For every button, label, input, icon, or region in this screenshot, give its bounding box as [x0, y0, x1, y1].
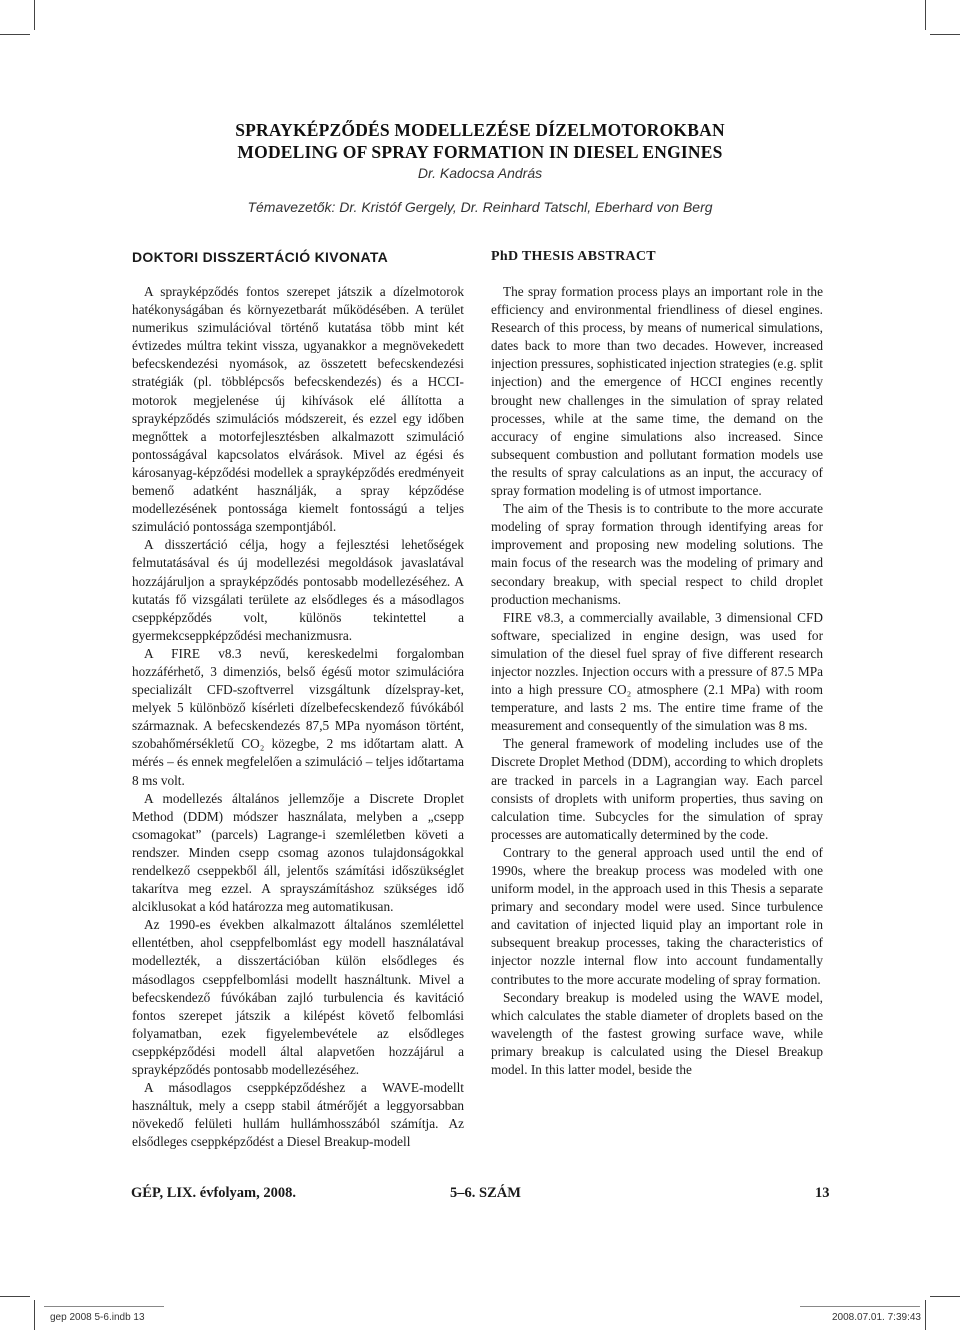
slug-timestamp: 2008.07.01. 7:39:43	[832, 1312, 921, 1323]
author: Dr. Kadocsa András	[417, 165, 543, 181]
crop-mark-bottom-right-h	[930, 1296, 960, 1297]
left-paragraph: A másodlagos cseppképződéshez a WAVE-modellt használtuk, mely a csepp stabil átmérőjét a leggyorsabban növekedő felületi hullám hullámhosszából számítja. Az elsődleges cseppképződést a Diesel Breakup-modell	[132, 1080, 464, 1150]
crop-mark-top-right-h	[930, 34, 960, 35]
right-paragraph: Contrary to the general approach used until the end of 1990s, where the breakup process was modeled with one uniform model, in the approach used in this Thesis a separate primary and secondary model were used. Since turbulence and cavitation of injected liquid play an important role in subsequent breakup processes, taking the characteristics of injector nozzle internal flow into account fundamentally contributes to the more accurate modeling of spray formation.	[491, 844, 823, 987]
right-paragraph: The spray formation process plays an important role in the efficiency and environmental friendliness of diesel engines. Research of this process, by means of numerical simulations, dates back to more than two decades. However, increased injection pressures, sophisticated injection strategies (e.g. split injection) and the emergence of HCCI engines recently brought new challenges in the simulation of spray related processes, while at the same time, the demand on the accuracy of engine simulations also increased. Since subsequent combustion and pollutant formation models use the results of spray calculations as an input, the accuracy of spray formation modeling is of utmost importance.	[491, 284, 823, 499]
right-column	[491, 248, 823, 1079]
right-paragraph: Secondary breakup is modeled using the WAVE model, which calculates the stable diameter of droplets based on the wavelength of the fastest growing surface wave, while primary breakup is calculated using the Diesel Breakup model. In this latter model, beside the	[491, 989, 823, 1078]
crop-mark-top-left-h	[0, 34, 30, 35]
slug-file-name: gep 2008 5-6.indb 13	[50, 1312, 145, 1323]
right-column-heading: PhD THESIS ABSTRACT	[491, 249, 656, 264]
right-paragraph: The aim of the Thesis is to contribute to the more accurate modeling of spray formation through identifying areas for improvement and proposing new modeling solutions. The main focus of the research was the modeling of primary and secondary breakup, with special respect to child droplet production mechanisms.	[491, 501, 823, 607]
advisors: Témavezetők: Dr. Kristóf Gergely, Dr. Reinhard Tatschl, Eberhard von Berg	[247, 199, 713, 215]
left-paragraph: A FIRE v8.3 nevű, kereskedelmi forgalomban hozzáférhető, 3 dimenziós, belső égésű motor szimulációra specializált CFD-szoftverrel vizsgáltunk dízelspray-ket, melyek 5 különböző kísérleti dízelbefecskendező fúvókából származnak. A befecskendezés 87,5 MPa nyomáson történt, szobahőmérsékletű CO₂ közegbe, 2 ms időtartam alatt. A mérés – és ennek megfelelően a szimuláció – teljes időtartama 8 ms volt.	[132, 645, 464, 788]
right-paragraph: FIRE v8.3, a commercially available, 3 dimensional CFD software, specialized in engine design, was used for simulation of the diesel fuel spray of five different research injector nozzles. Injection occurs with a pressure of 87.5 MPa into a high pressure CO₂ atmosphere (2.1 MPa) with room temperature, and lasts 2 ms. The entire time frame of the measurement and consequently of the simulation was 8 ms.	[491, 609, 823, 734]
title-hungarian: SPRAYKÉPZŐDÉS MODELLEZÉSE DÍZELMOTOROKBAN	[235, 120, 725, 140]
left-paragraph: A modellezés általános jellemzője a Discrete Droplet Method (DDM) módszer használata, melyben a „csepp csomagokat” (parcels) Lagrange-i szemléletben követi a rendszer. Minden csepp csomag azonos tulajdonságokkal rendelkező cseppekből áll, jelentős számítási időszükséglet takarítva meg ezzel. A sprayszámításhoz szükséges idő alciklusokat a kód határozza meg automatikusan.	[132, 790, 464, 915]
left-paragraph: Az 1990-es években alkalmazott általános szemlélettel ellentétben, ahol cseppfelbomlást egy modell használatával modellezték, a disszertációban külön elsődleges és másodlagos cseppfelbomlási modellt használtunk. Mivel a befecskendező fúvókában zajló turbulencia és kavitáció fontos szerepet játszik a kilépést követő felbomlási folyamatban, ezek figyelembevétele az elsődleges cseppképződési modell által alapvetően hozzájárul a sprayképződés pontosabb modellezéséhez.	[132, 917, 464, 1078]
right-paragraph: The general framework of modeling includes use of the Discrete Droplet Method (DDM), according to which droplets are tracked in parcels in a Lagrangian way. Each parcel consists of droplets with uniform properties, thus saving on calculation time. Subcycles for the simulation of spray processes are automatically determined by the code.	[491, 736, 823, 842]
footer-journal: GÉP, LIX. évfolyam, 2008.	[131, 1185, 297, 1201]
footer-issue: 5–6. SZÁM	[450, 1185, 521, 1201]
slug-rule-right	[800, 1306, 920, 1307]
crop-mark-bottom-left	[34, 1300, 35, 1330]
crop-mark-bottom-right	[925, 1300, 926, 1330]
title-english: MODELING OF SPRAY FORMATION IN DIESEL ENGINES	[237, 142, 723, 162]
title-block	[0, 119, 960, 217]
left-column	[132, 248, 464, 1152]
slug-rule-left	[44, 1306, 164, 1307]
crop-mark-top-right	[925, 0, 926, 30]
left-paragraph: A disszertáció célja, hogy a fejlesztési lehetőségek felmutatásával és új modellezési megoldások javaslatával hozzájáruljon a sprayképződés pontosabb modellezéséhez. A kutatás fő vizsgálati területe az elsődleges és a másodlagos cseppképződés volt, különös tekintettel a gyermekcseppképződési mechanizmusra.	[132, 537, 464, 643]
left-paragraph: A sprayképződés fontos szerepet játszik a dízelmotorok hatékonyságában és környezetbarát működésében. A terület numerikus szimulációval történő kutatása több mint két évtizedes múltra tekint vissza, ugyanakkor a megnövekedett befecskendezési nyomások, az összetett befecskendezési stratégiák (pl. többlépcsős befecskendezés) és a HCCI-motorok megjelenése új kihívások elé állította a sprayképződés szimulációs módszereit, és ezzel egy időben megnőttek a motorfejlesztésben alkalmazott szimuláció pontosságával kapcsolatos elvárások. Mivel az égési és károsanyag-képződési modellek a sprayképződés eredményeit bemenő adatként használják, a spray képződése modellezésének pontossága kiemelt fontosságú a teljes szimuláció pontossága szempontjából.	[132, 284, 464, 535]
footer-page-number: 13	[815, 1185, 830, 1201]
crop-mark-top-left	[34, 0, 35, 30]
left-column-heading: DOKTORI DISSZERTÁCIÓ KIVONATA	[132, 249, 389, 265]
crop-mark-bottom-left-h	[0, 1296, 30, 1297]
